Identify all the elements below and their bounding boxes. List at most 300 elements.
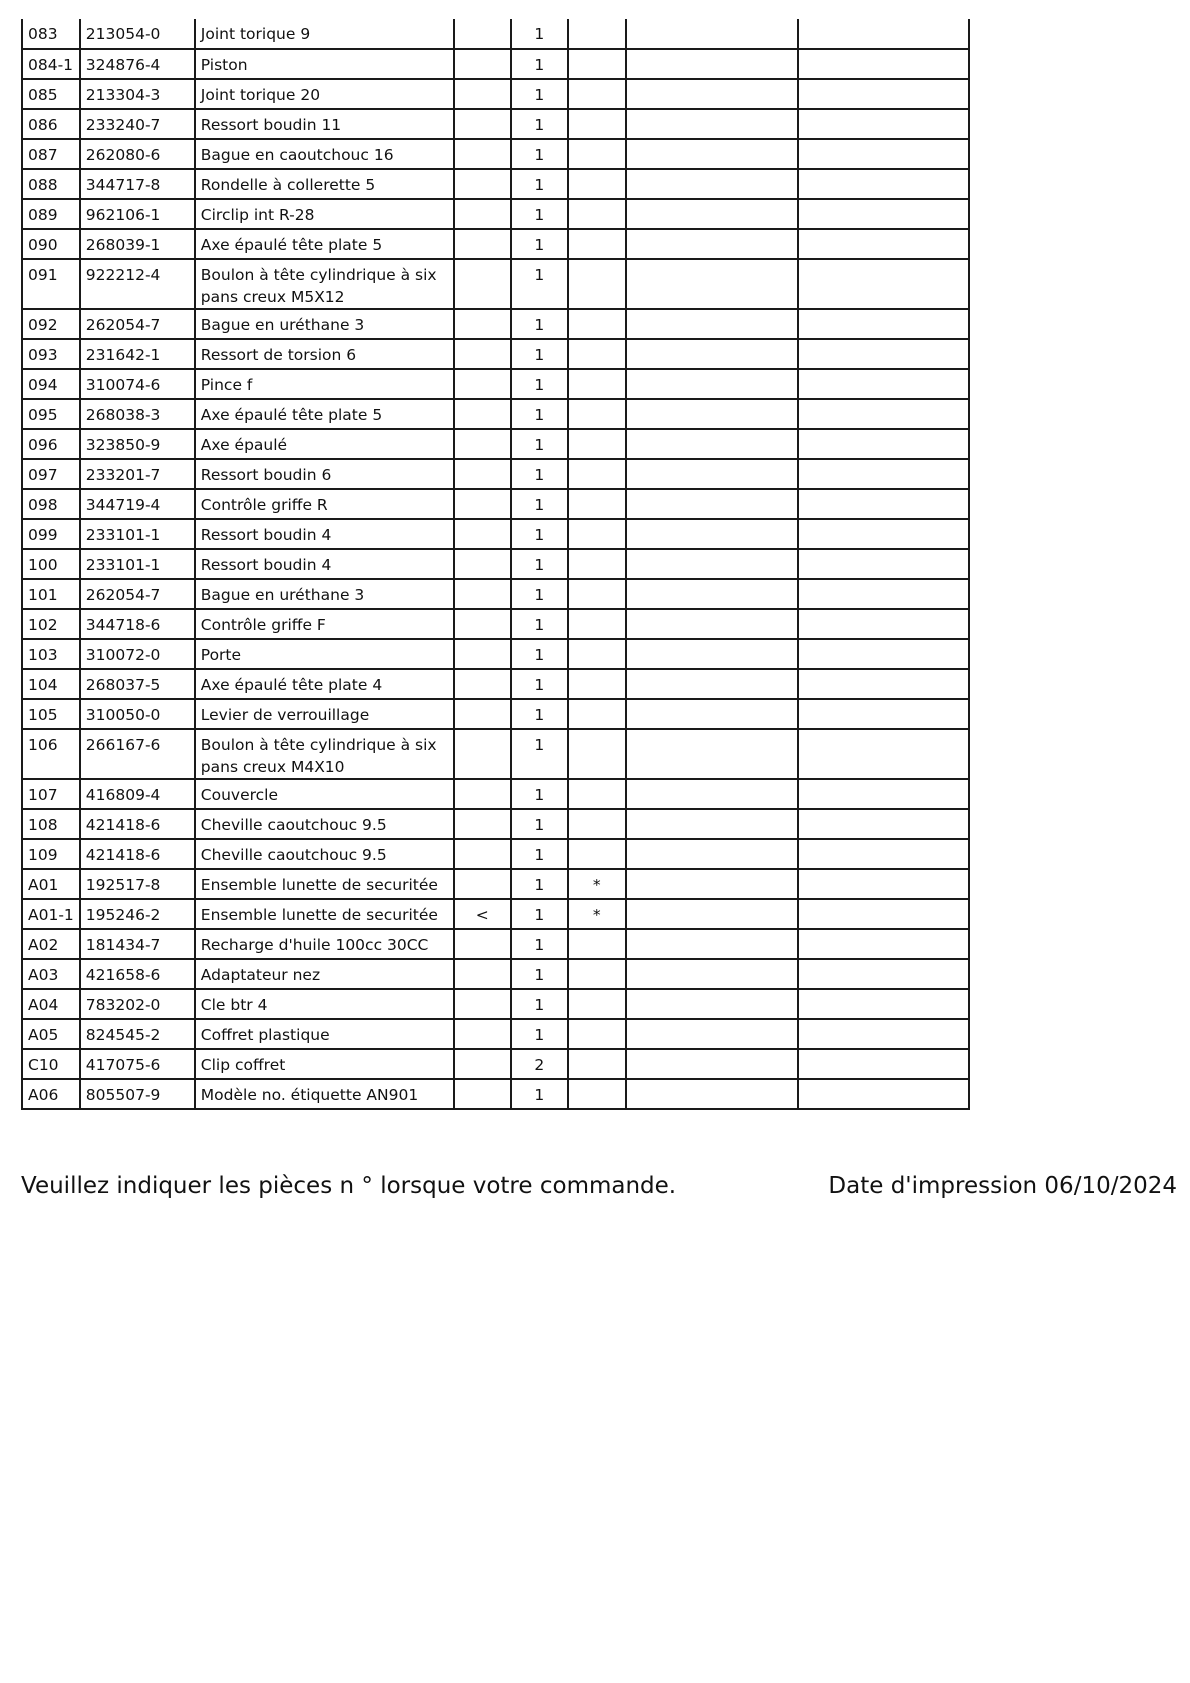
part-number-ref: 100 — [22, 549, 80, 579]
part-number-ref: 101 — [22, 579, 80, 609]
substitution-flag — [454, 699, 511, 729]
empty-cell — [626, 139, 798, 169]
empty-cell — [798, 779, 969, 809]
empty-cell — [626, 519, 798, 549]
part-quantity: 1 — [511, 429, 568, 459]
part-note: * — [568, 869, 626, 899]
empty-cell — [798, 959, 969, 989]
substitution-flag — [454, 929, 511, 959]
part-number-ref: 083 — [22, 19, 80, 49]
substitution-flag — [454, 309, 511, 339]
substitution-flag — [454, 369, 511, 399]
part-description: Boulon à tête cylindrique à six pans creux M4X10 — [195, 729, 454, 779]
substitution-flag — [454, 1019, 511, 1049]
part-description: Piston — [195, 49, 454, 79]
part-code: 213304-3 — [80, 79, 195, 109]
part-number-ref: A03 — [22, 959, 80, 989]
empty-cell — [798, 1049, 969, 1079]
empty-cell — [626, 869, 798, 899]
part-quantity: 2 — [511, 1049, 568, 1079]
part-note — [568, 429, 626, 459]
substitution-flag — [454, 399, 511, 429]
empty-cell — [626, 1019, 798, 1049]
part-code: 233101-1 — [80, 549, 195, 579]
empty-cell — [798, 669, 969, 699]
part-code: 310050-0 — [80, 699, 195, 729]
part-description: Cheville caoutchouc 9.5 — [195, 809, 454, 839]
part-code: 266167-6 — [80, 729, 195, 779]
part-note — [568, 459, 626, 489]
substitution-flag — [454, 459, 511, 489]
part-description: Circlip int R-28 — [195, 199, 454, 229]
part-number-ref: 095 — [22, 399, 80, 429]
empty-cell — [626, 809, 798, 839]
part-number-ref: A02 — [22, 929, 80, 959]
part-note — [568, 199, 626, 229]
part-description: Pince f — [195, 369, 454, 399]
part-quantity: 1 — [511, 899, 568, 929]
part-number-ref: 094 — [22, 369, 80, 399]
substitution-flag — [454, 779, 511, 809]
substitution-flag — [454, 519, 511, 549]
part-note — [568, 369, 626, 399]
part-number-ref: 088 — [22, 169, 80, 199]
part-number-ref: 108 — [22, 809, 80, 839]
table-row — [22, 489, 969, 519]
empty-cell — [626, 169, 798, 199]
empty-cell — [626, 49, 798, 79]
part-number-ref: 107 — [22, 779, 80, 809]
empty-cell — [798, 199, 969, 229]
substitution-flag — [454, 229, 511, 259]
empty-cell — [626, 549, 798, 579]
part-number-ref: A01 — [22, 869, 80, 899]
part-description: Ensemble lunette de securitée — [195, 869, 454, 899]
table-row — [22, 519, 969, 549]
empty-cell — [626, 429, 798, 459]
order-instruction: Veuillez indiquer les pièces n ° lorsque votre commande. — [21, 1173, 677, 1199]
empty-cell — [798, 1019, 969, 1049]
part-quantity: 1 — [511, 779, 568, 809]
part-code: 922212-4 — [80, 259, 195, 309]
part-code: 233101-1 — [80, 519, 195, 549]
part-description: Joint torique 9 — [195, 19, 454, 49]
part-number-ref: 084-1 — [22, 49, 80, 79]
part-description: Joint torique 20 — [195, 79, 454, 109]
substitution-flag — [454, 729, 511, 779]
part-quantity: 1 — [511, 639, 568, 669]
part-number-ref: 089 — [22, 199, 80, 229]
part-description: Cle btr 4 — [195, 989, 454, 1019]
empty-cell — [798, 429, 969, 459]
table-row — [22, 869, 969, 899]
empty-cell — [798, 489, 969, 519]
part-number-ref: 086 — [22, 109, 80, 139]
empty-cell — [798, 169, 969, 199]
table-row — [22, 609, 969, 639]
part-description: Levier de verrouillage — [195, 699, 454, 729]
empty-cell — [626, 1079, 798, 1109]
substitution-flag — [454, 199, 511, 229]
substitution-flag — [454, 959, 511, 989]
empty-cell — [626, 1049, 798, 1079]
substitution-flag — [454, 549, 511, 579]
substitution-flag — [454, 169, 511, 199]
part-code: 344718-6 — [80, 609, 195, 639]
part-description: Contrôle griffe F — [195, 609, 454, 639]
substitution-flag — [454, 1079, 511, 1109]
part-quantity: 1 — [511, 339, 568, 369]
part-code: 824545-2 — [80, 1019, 195, 1049]
part-number-ref: 092 — [22, 309, 80, 339]
part-description: Axe épaulé tête plate 5 — [195, 229, 454, 259]
table-row — [22, 399, 969, 429]
empty-cell — [626, 109, 798, 139]
part-number-ref: C10 — [22, 1049, 80, 1079]
table-row — [22, 549, 969, 579]
part-description: Clip coffret — [195, 1049, 454, 1079]
part-number-ref: 090 — [22, 229, 80, 259]
part-description: Bague en uréthane 3 — [195, 579, 454, 609]
part-quantity: 1 — [511, 869, 568, 899]
part-note — [568, 399, 626, 429]
empty-cell — [798, 809, 969, 839]
part-code: 262054-7 — [80, 579, 195, 609]
part-quantity: 1 — [511, 669, 568, 699]
part-note: * — [568, 899, 626, 929]
part-quantity: 1 — [511, 959, 568, 989]
substitution-flag — [454, 79, 511, 109]
table-row — [22, 19, 969, 49]
part-code: 416809-4 — [80, 779, 195, 809]
empty-cell — [798, 869, 969, 899]
substitution-flag — [454, 609, 511, 639]
part-note — [568, 549, 626, 579]
empty-cell — [798, 549, 969, 579]
empty-cell — [626, 899, 798, 929]
empty-cell — [798, 929, 969, 959]
part-description: Modèle no. étiquette AN901 — [195, 1079, 454, 1109]
part-quantity: 1 — [511, 729, 568, 779]
table-row — [22, 259, 969, 309]
part-quantity: 1 — [511, 459, 568, 489]
part-quantity: 1 — [511, 839, 568, 869]
empty-cell — [798, 989, 969, 1019]
part-code: 421418-6 — [80, 809, 195, 839]
part-code: 195246-2 — [80, 899, 195, 929]
empty-cell — [626, 729, 798, 779]
empty-cell — [798, 259, 969, 309]
part-code: 310072-0 — [80, 639, 195, 669]
table-row — [22, 669, 969, 699]
empty-cell — [798, 519, 969, 549]
part-code: 262080-6 — [80, 139, 195, 169]
part-note — [568, 809, 626, 839]
part-number-ref: A05 — [22, 1019, 80, 1049]
substitution-flag — [454, 19, 511, 49]
empty-cell — [798, 729, 969, 779]
part-number-ref: 104 — [22, 669, 80, 699]
part-quantity: 1 — [511, 169, 568, 199]
part-quantity: 1 — [511, 229, 568, 259]
part-code: 268038-3 — [80, 399, 195, 429]
empty-cell — [798, 579, 969, 609]
part-code: 417075-6 — [80, 1049, 195, 1079]
part-quantity: 1 — [511, 79, 568, 109]
part-code: 421418-6 — [80, 839, 195, 869]
part-code: 310074-6 — [80, 369, 195, 399]
part-note — [568, 959, 626, 989]
substitution-flag — [454, 579, 511, 609]
part-code: 233240-7 — [80, 109, 195, 139]
part-code: 268039-1 — [80, 229, 195, 259]
table-row — [22, 199, 969, 229]
part-note — [568, 489, 626, 519]
part-quantity: 1 — [511, 139, 568, 169]
part-description: Contrôle griffe R — [195, 489, 454, 519]
part-quantity: 1 — [511, 609, 568, 639]
table-row — [22, 959, 969, 989]
part-note — [568, 609, 626, 639]
part-number-ref: A01-1 — [22, 899, 80, 929]
part-quantity: 1 — [511, 1019, 568, 1049]
part-note — [568, 139, 626, 169]
part-note — [568, 579, 626, 609]
part-number-ref: 097 — [22, 459, 80, 489]
table-row — [22, 699, 969, 729]
part-description: Cheville caoutchouc 9.5 — [195, 839, 454, 869]
part-number-ref: 105 — [22, 699, 80, 729]
part-description: Ensemble lunette de securitée — [195, 899, 454, 929]
table-row — [22, 309, 969, 339]
part-description: Bague en uréthane 3 — [195, 309, 454, 339]
part-number-ref: 091 — [22, 259, 80, 309]
part-code: 344717-8 — [80, 169, 195, 199]
empty-cell — [798, 699, 969, 729]
empty-cell — [626, 369, 798, 399]
part-number-ref: 102 — [22, 609, 80, 639]
part-code: 262054-7 — [80, 309, 195, 339]
empty-cell — [798, 339, 969, 369]
part-code: 268037-5 — [80, 669, 195, 699]
part-quantity: 1 — [511, 989, 568, 1019]
table-row — [22, 729, 969, 779]
substitution-flag — [454, 869, 511, 899]
table-row — [22, 1049, 969, 1079]
empty-cell — [626, 959, 798, 989]
part-description: Bague en caoutchouc 16 — [195, 139, 454, 169]
empty-cell — [626, 19, 798, 49]
part-note — [568, 1049, 626, 1079]
table-row — [22, 929, 969, 959]
part-quantity: 1 — [511, 489, 568, 519]
part-quantity: 1 — [511, 519, 568, 549]
part-quantity: 1 — [511, 49, 568, 79]
empty-cell — [798, 899, 969, 929]
part-quantity: 1 — [511, 309, 568, 339]
part-note — [568, 79, 626, 109]
empty-cell — [798, 639, 969, 669]
table-row — [22, 229, 969, 259]
parts-table — [21, 19, 970, 1110]
empty-cell — [626, 79, 798, 109]
part-note — [568, 519, 626, 549]
part-code: 344719-4 — [80, 489, 195, 519]
part-note — [568, 1019, 626, 1049]
empty-cell — [798, 459, 969, 489]
substitution-flag — [454, 259, 511, 309]
parts-table-body — [22, 19, 969, 1109]
part-description: Axe épaulé tête plate 5 — [195, 399, 454, 429]
part-number-ref: 099 — [22, 519, 80, 549]
part-number-ref: 096 — [22, 429, 80, 459]
substitution-flag — [454, 669, 511, 699]
part-number-ref: A06 — [22, 1079, 80, 1109]
part-note — [568, 779, 626, 809]
part-number-ref: 106 — [22, 729, 80, 779]
substitution-flag — [454, 989, 511, 1019]
part-note — [568, 229, 626, 259]
empty-cell — [798, 109, 969, 139]
empty-cell — [626, 929, 798, 959]
part-code: 805507-9 — [80, 1079, 195, 1109]
table-row — [22, 459, 969, 489]
table-row — [22, 429, 969, 459]
table-row — [22, 169, 969, 199]
part-note — [568, 19, 626, 49]
part-code: 962106-1 — [80, 199, 195, 229]
substitution-flag — [454, 489, 511, 519]
part-number-ref: 085 — [22, 79, 80, 109]
substitution-flag — [454, 429, 511, 459]
empty-cell — [798, 609, 969, 639]
empty-cell — [626, 989, 798, 1019]
part-code: 231642-1 — [80, 339, 195, 369]
part-code: 233201-7 — [80, 459, 195, 489]
empty-cell — [626, 229, 798, 259]
part-note — [568, 699, 626, 729]
empty-cell — [626, 699, 798, 729]
table-row — [22, 339, 969, 369]
substitution-flag: < — [454, 899, 511, 929]
table-row — [22, 1079, 969, 1109]
part-code: 324876-4 — [80, 49, 195, 79]
part-code: 213054-0 — [80, 19, 195, 49]
part-number-ref: 093 — [22, 339, 80, 369]
table-row — [22, 1019, 969, 1049]
part-note — [568, 49, 626, 79]
table-row — [22, 109, 969, 139]
empty-cell — [798, 399, 969, 429]
part-note — [568, 639, 626, 669]
table-row — [22, 369, 969, 399]
print-date: Date d'impression 06/10/2024 — [828, 1173, 1177, 1199]
table-row — [22, 899, 969, 929]
part-note — [568, 109, 626, 139]
empty-cell — [626, 399, 798, 429]
empty-cell — [626, 459, 798, 489]
part-number-ref: 087 — [22, 139, 80, 169]
empty-cell — [798, 229, 969, 259]
part-quantity: 1 — [511, 259, 568, 309]
empty-cell — [798, 139, 969, 169]
part-description: Axe épaulé — [195, 429, 454, 459]
empty-cell — [626, 609, 798, 639]
empty-cell — [798, 79, 969, 109]
table-row — [22, 809, 969, 839]
empty-cell — [626, 639, 798, 669]
table-row — [22, 989, 969, 1019]
table-row — [22, 839, 969, 869]
part-description: Coffret plastique — [195, 1019, 454, 1049]
part-number-ref: A04 — [22, 989, 80, 1019]
part-description: Couvercle — [195, 779, 454, 809]
empty-cell — [626, 669, 798, 699]
table-row — [22, 579, 969, 609]
part-description: Adaptateur nez — [195, 959, 454, 989]
part-description: Axe épaulé tête plate 4 — [195, 669, 454, 699]
part-code: 192517-8 — [80, 869, 195, 899]
empty-cell — [798, 839, 969, 869]
part-note — [568, 669, 626, 699]
part-note — [568, 259, 626, 309]
part-quantity: 1 — [511, 1079, 568, 1109]
substitution-flag — [454, 639, 511, 669]
part-number-ref: 098 — [22, 489, 80, 519]
empty-cell — [626, 779, 798, 809]
empty-cell — [626, 199, 798, 229]
table-row — [22, 779, 969, 809]
part-number-ref: 109 — [22, 839, 80, 869]
empty-cell — [626, 309, 798, 339]
empty-cell — [798, 49, 969, 79]
substitution-flag — [454, 809, 511, 839]
part-number-ref: 103 — [22, 639, 80, 669]
empty-cell — [798, 369, 969, 399]
table-row — [22, 79, 969, 109]
table-row — [22, 139, 969, 169]
part-note — [568, 729, 626, 779]
part-note — [568, 1079, 626, 1109]
part-note — [568, 929, 626, 959]
substitution-flag — [454, 139, 511, 169]
part-code: 323850-9 — [80, 429, 195, 459]
empty-cell — [798, 1079, 969, 1109]
empty-cell — [798, 309, 969, 339]
substitution-flag — [454, 109, 511, 139]
part-code: 421658-6 — [80, 959, 195, 989]
part-note — [568, 309, 626, 339]
part-description: Rondelle à collerette 5 — [195, 169, 454, 199]
part-description: Ressort boudin 6 — [195, 459, 454, 489]
part-note — [568, 339, 626, 369]
part-quantity: 1 — [511, 929, 568, 959]
part-note — [568, 839, 626, 869]
part-note — [568, 169, 626, 199]
substitution-flag — [454, 339, 511, 369]
substitution-flag — [454, 1049, 511, 1079]
empty-cell — [626, 339, 798, 369]
part-quantity: 1 — [511, 579, 568, 609]
part-note — [568, 989, 626, 1019]
part-code: 783202-0 — [80, 989, 195, 1019]
part-quantity: 1 — [511, 549, 568, 579]
empty-cell — [626, 579, 798, 609]
part-quantity: 1 — [511, 809, 568, 839]
part-description: Ressort de torsion 6 — [195, 339, 454, 369]
empty-cell — [798, 19, 969, 49]
part-code: 181434-7 — [80, 929, 195, 959]
